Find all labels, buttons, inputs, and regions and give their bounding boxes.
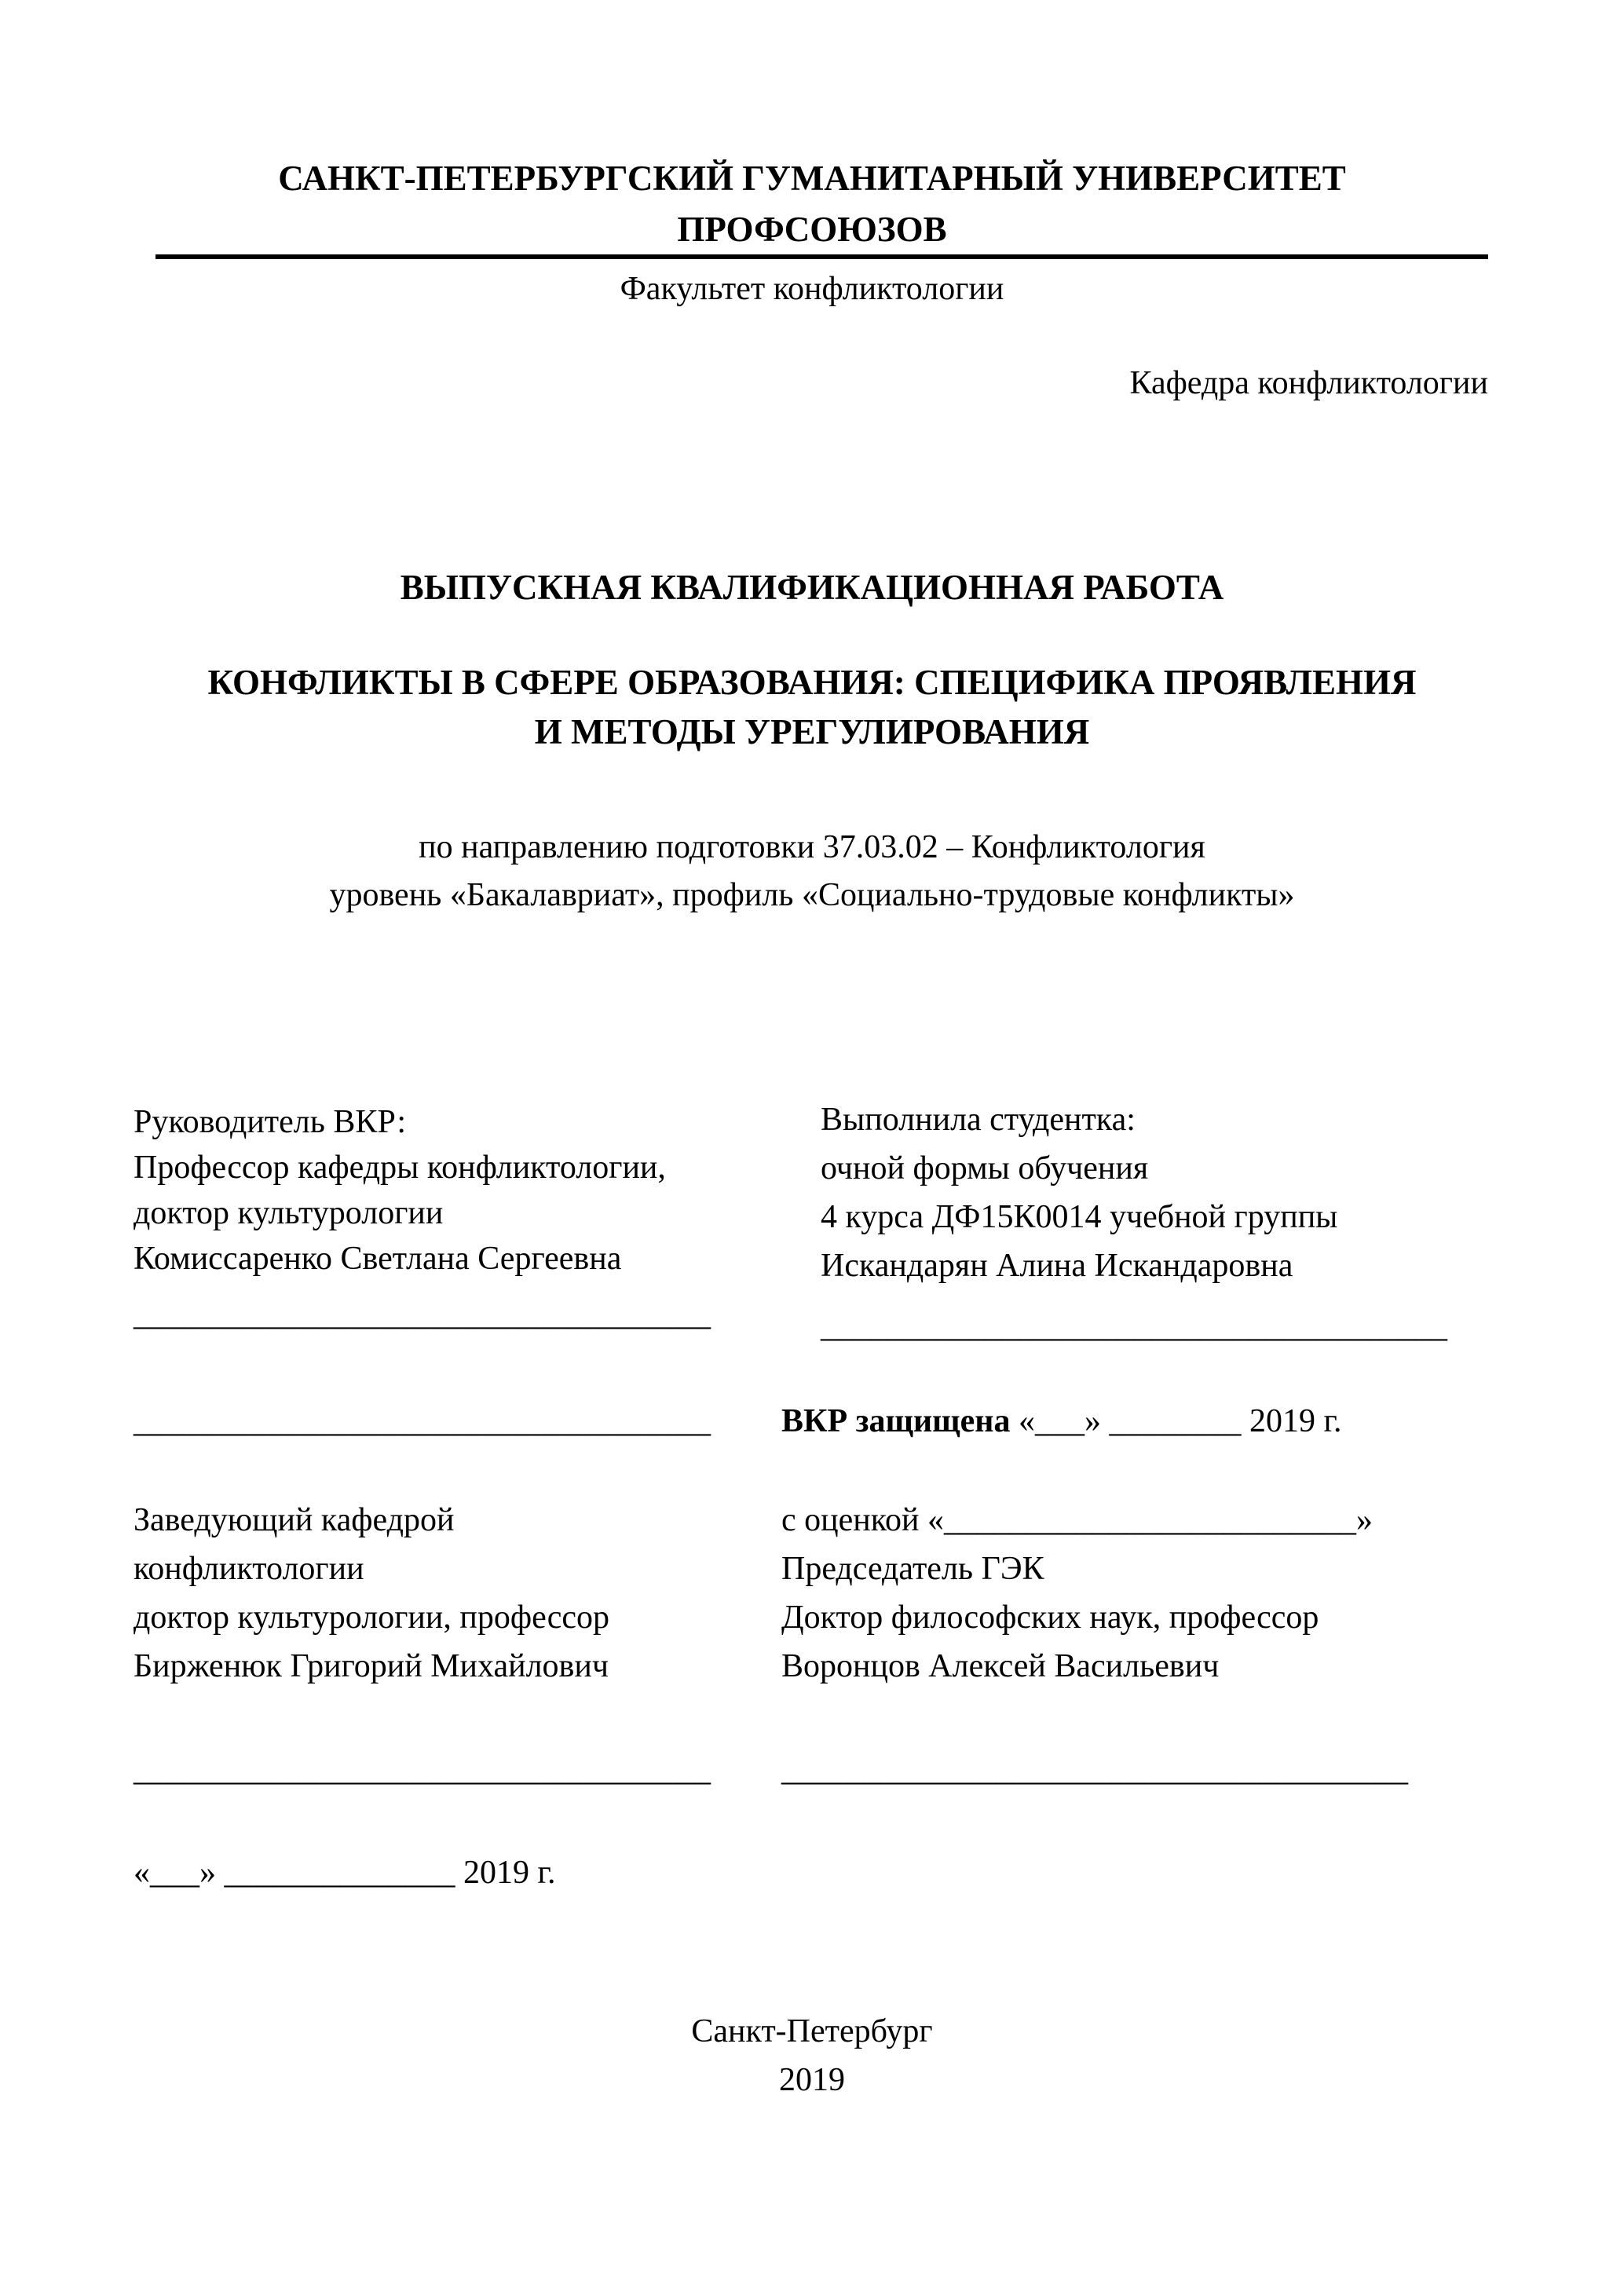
student-signature-line: ______________________________________ bbox=[821, 1308, 1447, 1344]
supervisor-signature-line: ___________________________________ bbox=[134, 1296, 711, 1333]
department-head-label-line2: конфликтологии bbox=[134, 1551, 364, 1587]
chairman-signature-line: ______________________________________ bbox=[781, 1752, 1408, 1788]
faculty-name: Факультет конфликтологии bbox=[620, 271, 1004, 307]
grade-line: с оценкой «_________________________» bbox=[781, 1502, 1373, 1538]
student-name: Искандарян Алина Искандаровна bbox=[821, 1248, 1293, 1284]
supervisor-degree: доктор культурологии bbox=[134, 1195, 444, 1231]
supervisor-position: Профессор кафедры конфликтологии, bbox=[134, 1150, 666, 1186]
department-name: Кафедра конфликтологии bbox=[1129, 365, 1488, 401]
defense-date-line bbox=[781, 1398, 1341, 1444]
footer-year: 2019 bbox=[779, 2062, 845, 2098]
student-block bbox=[821, 1095, 1337, 1290]
program-level-profile: уровень «Бакалавриат», профиль «Социально-трудовые конфликты» bbox=[329, 877, 1295, 913]
university-name-line2: ПРОФСОЮЗОВ bbox=[677, 210, 947, 249]
department-head-block bbox=[134, 1496, 609, 1691]
supervisor-name: Комиссаренко Светлана Сергеевна bbox=[134, 1241, 622, 1277]
department-head-date-line: «___» ______________ 2019 г. bbox=[134, 1855, 556, 1891]
footer-city: Санкт-Петербург bbox=[691, 2013, 933, 2049]
student-label: Выполнила студентка: bbox=[821, 1102, 1136, 1138]
defense-date-blanks: «___» ________ 2019 г. bbox=[1010, 1403, 1342, 1439]
thesis-title-line2: И МЕТОДЫ УРЕГУЛИРОВАНИЯ bbox=[534, 712, 1090, 751]
chairman-title: Председатель ГЭК bbox=[781, 1551, 1044, 1587]
supervisor-block bbox=[134, 1099, 666, 1281]
department-head-signature-line: ___________________________________ bbox=[134, 1752, 711, 1788]
approval-signature-line: ___________________________________ bbox=[134, 1403, 711, 1439]
thesis-title-line1: КОНФЛИКТЫ В СФЕРЕ ОБРАЗОВАНИЯ: СПЕЦИФИКА ПРОЯВЛЕНИЯ bbox=[207, 663, 1417, 702]
header-rule bbox=[155, 254, 1488, 259]
student-study-form: очной формы обучения bbox=[821, 1150, 1149, 1186]
department-head-label-line1: Заведующий кафедрой bbox=[134, 1502, 455, 1538]
program-direction: по направлению подготовки 37.03.02 – Конфликтология bbox=[419, 829, 1205, 865]
footer-block bbox=[0, 2007, 1624, 2104]
work-type-heading: ВЫПУСКНАЯ КВАЛИФИКАЦИОННАЯ РАБОТА bbox=[400, 568, 1224, 607]
supervisor-label: Руководитель ВКР: bbox=[134, 1104, 407, 1140]
university-name-line1: САНКТ-ПЕТЕРБУРГСКИЙ ГУМАНИТАРНЫЙ УНИВЕРСИТЕТ bbox=[278, 159, 1346, 198]
defense-date-label: ВКР защищена bbox=[781, 1403, 1011, 1439]
university-header bbox=[0, 153, 1624, 255]
chairman-degree: Доктор философских наук, профессор bbox=[781, 1600, 1319, 1636]
chairman-block bbox=[781, 1496, 1373, 1691]
thesis-title bbox=[0, 658, 1624, 757]
student-group: 4 курса ДФ15К0014 учебной группы bbox=[821, 1199, 1338, 1235]
department-head-degree: доктор культурологии, профессор bbox=[134, 1600, 610, 1636]
department-head-name: Бирженюк Григорий Михайлович bbox=[134, 1648, 609, 1684]
chairman-name: Воронцов Алексей Васильевич bbox=[781, 1648, 1220, 1684]
program-info bbox=[0, 824, 1624, 919]
